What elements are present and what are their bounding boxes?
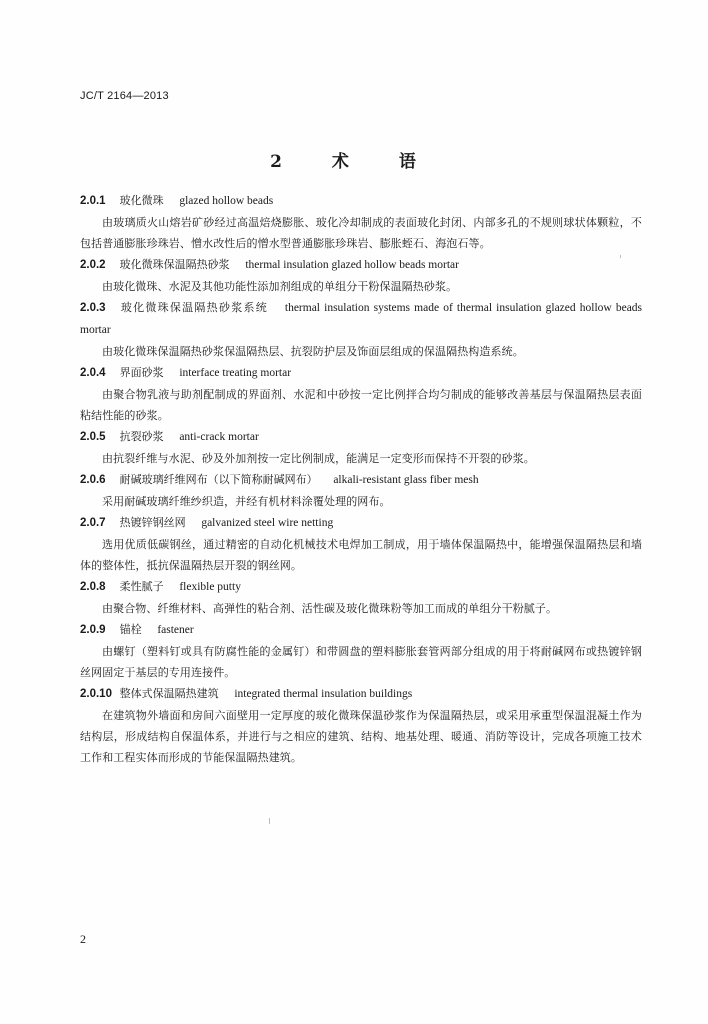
- term-english-name: alkali-resistant glass fiber mesh: [333, 474, 479, 486]
- term-chinese-name: 玻化微珠保温隔热砂浆: [119, 258, 230, 271]
- term-number: 2.0.9: [80, 624, 106, 636]
- page-number: 2: [80, 932, 86, 946]
- term-definition: 由玻化微珠保温隔热砂浆保温隔热层、抗裂防护层及饰面层组成的保温隔热构造系统。: [102, 345, 524, 358]
- term-heading: [80, 297, 642, 341]
- term-english-name: thermal insulation systems made of thermal insulation glazed hollow beads mortar: [80, 302, 643, 336]
- term-number: 2.0.6: [80, 474, 106, 486]
- term-heading: [80, 469, 642, 491]
- term-heading: [80, 254, 642, 276]
- term-entry: [80, 426, 642, 469]
- term-entry: [80, 512, 642, 576]
- term-heading: [80, 362, 642, 384]
- term-english-name: galvanized steel wire netting: [201, 517, 334, 529]
- term-entry: [80, 254, 642, 297]
- term-entry: [80, 683, 642, 768]
- term-heading: [80, 683, 642, 705]
- term-heading: [80, 576, 642, 598]
- term-definition: 由聚合物、纤维材料、高弹性的粘合剂、活性碳及玻化微珠粉等加工而成的单组分干粉腻子。: [102, 602, 558, 615]
- term-english-name: thermal insulation glazed hollow beads mortar: [245, 259, 459, 271]
- term-english-name: fastener: [157, 624, 194, 636]
- term-chinese-name: 锚栓: [119, 623, 142, 636]
- term-chinese-name: 界面砂浆: [119, 366, 164, 379]
- term-english-name: glazed hollow beads: [179, 195, 274, 207]
- term-definition: 由聚合物乳液与助剂配制成的界面剂、水泥和中砂按一定比例拌合均匀制成的能够改善基层与保温隔热层表面粘结性能的砂浆。: [80, 388, 642, 422]
- chapter-title: 2 术 语: [270, 152, 438, 172]
- term-chinese-name: 玻化微珠: [119, 194, 164, 207]
- term-definition: 由玻化微珠、水泥及其他功能性添加剂组成的单组分干粉保温隔热砂浆。: [102, 280, 458, 293]
- term-number: 2.0.8: [80, 581, 106, 593]
- term-heading: [80, 190, 642, 212]
- term-chinese-name: 耐碱玻璃纤维网布（以下简称耐碱网布）: [119, 473, 318, 486]
- terms-section: [80, 190, 642, 768]
- term-number: 2.0.5: [80, 431, 106, 443]
- term-chinese-name: 抗裂砂浆: [119, 430, 164, 443]
- term-entry: [80, 362, 642, 426]
- term-english-name: anti-crack mortar: [179, 431, 259, 443]
- term-entry: [80, 576, 642, 619]
- term-english-name: interface treating mortar: [179, 367, 292, 379]
- term-number: 2.0.10: [80, 688, 112, 700]
- term-definition: 由玻璃质火山熔岩矿砂经过高温焙烧膨胀、玻化冷却制成的表面玻化封闭、内部多孔的不规则球状体颗粒，不包括普通膨胀珍珠岩、憎水改性后的憎水型普通膨胀珍珠岩、膨胀蛭石、海泡石等。: [80, 216, 642, 250]
- term-definition: 在建筑物外墙面和房间六面壁用一定厚度的玻化微珠保温砂浆作为保温隔热层，或采用承重型保温混凝土作为结构层，形成结构自保温体系，并进行与之相应的建筑、结构、地基处理、暖通、消防等设计，完成各项施工技术工作和工程实体而形成的节能保温隔热建筑。: [80, 709, 642, 764]
- term-definition: 采用耐碱玻璃纤维纱织造，并经有机材料涂覆处理的网布。: [102, 495, 391, 508]
- term-chinese-name: 热镀锌钢丝网: [119, 516, 186, 529]
- term-chinese-name: 整体式保温隔热建筑: [119, 687, 219, 700]
- term-entry: [80, 190, 642, 254]
- term-definition: 由抗裂纤维与水泥、砂及外加剂按一定比例制成，能满足一定变形而保持不开裂的砂浆。: [102, 452, 535, 465]
- term-number: 2.0.1: [80, 195, 106, 207]
- term-entry: [80, 619, 642, 683]
- term-number: 2.0.4: [80, 367, 106, 379]
- term-english-name: flexible putty: [179, 581, 241, 593]
- standard-code-header: JC/T 2164—2013: [80, 90, 169, 102]
- term-entry: [80, 297, 642, 362]
- term-number: 2.0.7: [80, 517, 106, 529]
- term-number: 2.0.3: [80, 302, 106, 314]
- term-number: 2.0.2: [80, 259, 106, 271]
- term-heading: [80, 619, 642, 641]
- term-chinese-name: 柔性腻子: [119, 580, 164, 593]
- term-heading: [80, 512, 642, 534]
- scan-speck: [269, 818, 270, 824]
- term-heading: [80, 426, 642, 448]
- term-entry: [80, 469, 642, 512]
- term-english-name: integrated thermal insulation buildings: [234, 688, 413, 700]
- term-chinese-name: 玻化微珠保温隔热砂浆系统: [120, 301, 268, 314]
- term-definition: 由螺钉（塑料钉或具有防腐性能的金属钉）和带圆盘的塑料膨胀套管两部分组成的用于将耐碱网布或热镀锌钢丝网固定于基层的专用连接件。: [80, 645, 642, 679]
- term-definition: 选用优质低碳钢丝，通过精密的自动化机械技术电焊加工制成，用于墙体保温隔热中，能增强保温隔热层和墙体的整体性，抵抗保温隔热层开裂的钢丝网。: [80, 538, 642, 572]
- scan-speck: [620, 255, 621, 258]
